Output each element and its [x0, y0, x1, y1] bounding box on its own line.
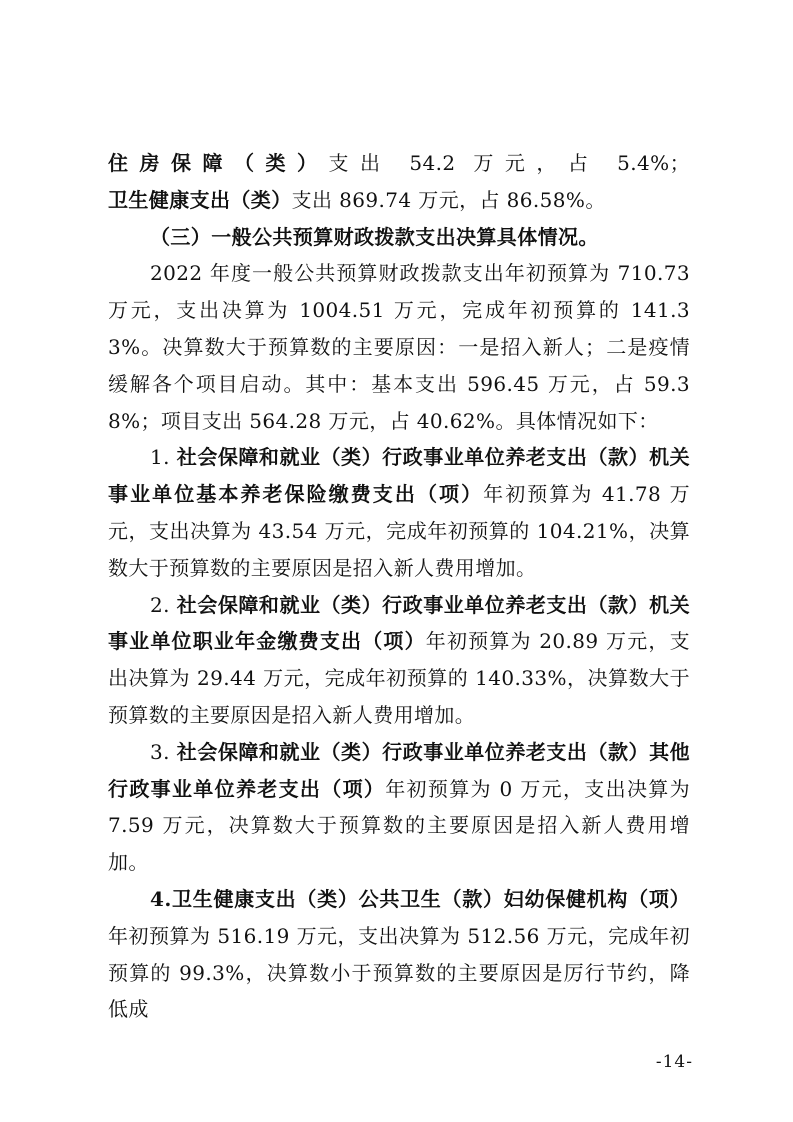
- bold-run: 卫生健康支出（类）: [108, 187, 292, 212]
- text-run: 2022 年度一般公共预算财政拨款支出年初预算为 710.73 万元，支出决算为 1004.51 万元，完成年初预算的 141.33%。决算数大于预算数的主要原因：一是招入新人；二是疫情缓解各个项目启动。其中：基本支出 596.45 万元，占 59.38%；项目支出 564.28 万元，占 40.62%。具体情况如下：: [108, 261, 690, 433]
- text-run: 年初预算为 41.78 万元，支出决算为 43.54 万元，完成年初预算的 104.21%，决算数大于预算数的主要原因是招入新人费用增加。: [108, 482, 690, 580]
- paragraph-item-3: [108, 734, 690, 881]
- item-number: 2.: [150, 592, 177, 617]
- text-run: 支出 869.74 万元，占 86.58%。: [291, 187, 606, 212]
- bold-run: 社会保障和就业（类）行政事业单位养老支出（款）其他行政事业单位养老支出（项）: [108, 739, 691, 801]
- paragraph-budget-overview: [108, 255, 690, 439]
- bold-run: 住房保障（类）: [108, 151, 329, 175]
- item-number: 1.: [150, 445, 177, 470]
- text-run: 年初预算为 516.19 万元，支出决算为 512.56 万元，完成年初预算的 99.3%，决算数小于预算数的主要原因是厉行节约，降低成: [108, 923, 690, 1022]
- item-number: 3.: [150, 739, 177, 764]
- bold-run: （三）一般公共预算财政拨款支出决算具体情况。: [150, 224, 599, 249]
- paragraph-housing-health-summary: [108, 145, 690, 219]
- text-run: 年初预算为 0 万元，支出决算为 7.59 万元，决算数大于预算数的主要原因是招入新人费用增加。: [108, 776, 690, 875]
- body-text: [108, 145, 690, 1028]
- bold-run: 4.卫生健康支出（类）公共卫生（款）妇幼保健机构（项）: [150, 886, 690, 911]
- bold-run: 社会保障和就业（类）行政事业单位养老支出（款）机关事业单位基本养老保险缴费支出（项）: [108, 445, 691, 507]
- bold-run: 社会保障和就业（类）行政事业单位养老支出（款）机关事业单位职业年金缴费支出（项）: [108, 592, 691, 654]
- paragraph-item-4: [108, 881, 690, 1028]
- text-run: 支出 54.2 万元，占 5.4%；: [328, 151, 690, 175]
- paragraph-item-2: [108, 587, 690, 734]
- section-heading: [108, 219, 690, 256]
- paragraph-item-1: [108, 439, 690, 586]
- page-number: -14-: [655, 1052, 693, 1072]
- text-run: 年初预算为 20.89 万元，支出决算为 29.44 万元，完成年初预算的 140.33%，决算数大于预算数的主要原因是招入新人费用增加。: [108, 629, 691, 727]
